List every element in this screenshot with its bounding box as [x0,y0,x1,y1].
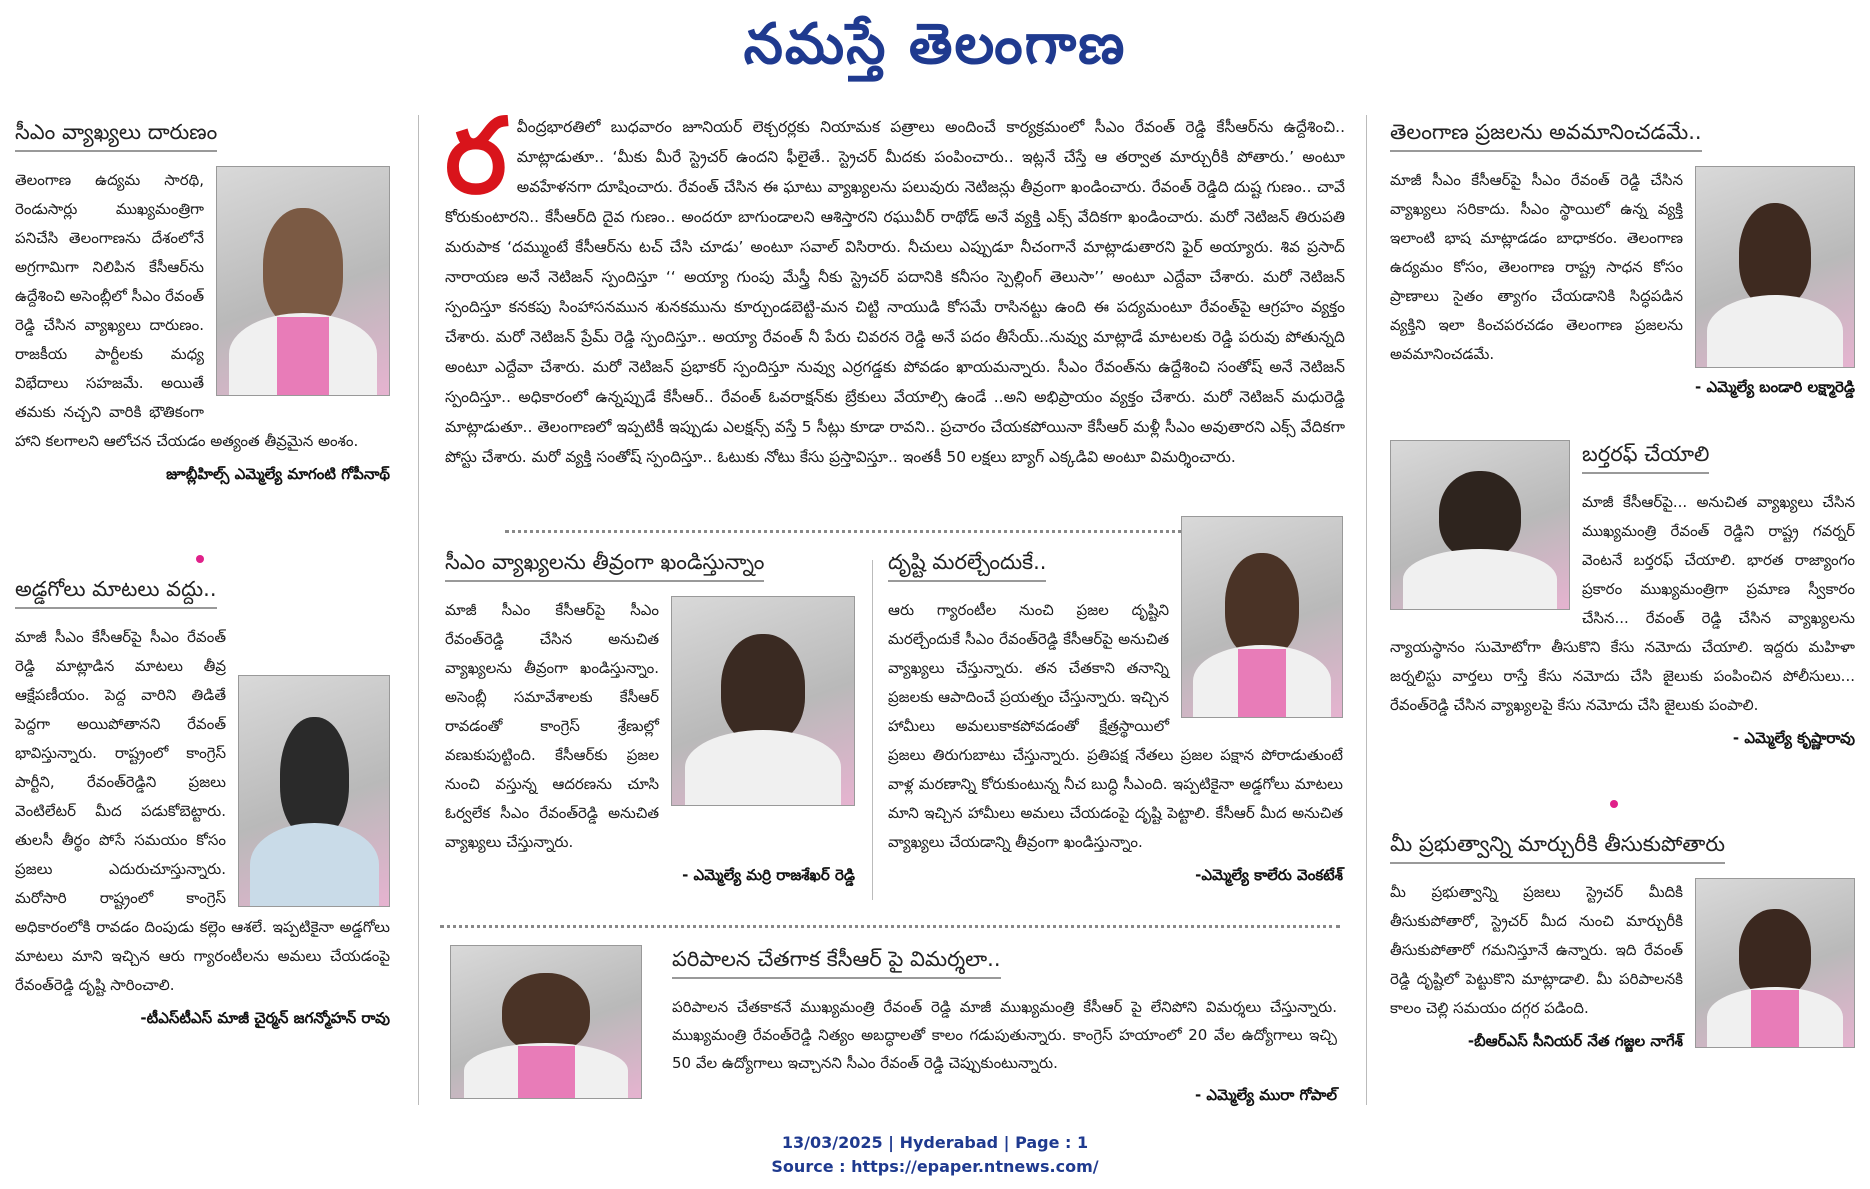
byline: - ఎమ్మెల్యే మురా గోపాల్ [1194,1086,1337,1104]
divider-dot-left [196,555,204,563]
masthead: నమస్తే తెలంగాణ [743,11,1127,77]
divider-mid [440,925,1340,928]
lead-story [445,94,1345,472]
footer-source: Source : https://epaper.ntnews.com/ [771,1157,1099,1176]
article-body: మాజీ సీఎం కేసీఆర్‌పై సీఎం రేవంత్‌రెడ్డి చేసిన అనుచిత వ్యాఖ్యలను తీవ్రంగా ఖండిస్తున్నాం. అసెంబ్లీ సమావేశాలకు కేసీఆర్ రావడంతో కాంగ్రెస్ శ్రేణుల్లో వణుకుపుట్టింది. కేసీఆర్‌కు ప్రజల నుంచి వస్తున్న ఆదరణను చూసి ఓర్వలేక సీఎం రేవంత్‌రెడ్డి అనుచిత వ్యాఖ్యలు చేస్తున్నారు. [445,601,659,851]
byline: - ఎమ్మెల్యే బండారి లక్ష్మారెడ్డి [1695,378,1855,396]
headline: పరిపాలన చేతగాక కేసీఆర్ పై విమర్శలా.. [672,945,1001,979]
headline: సీఎం వ్యాఖ్యలను తీవ్రంగా ఖండిస్తున్నాం [445,548,764,582]
photo-krishna-rao [1390,440,1570,610]
photo-bandari-lakshma-reddy [1695,166,1855,368]
footer-dateline: 13/03/2025 | Hyderabad | Page : 1 [781,1133,1089,1152]
article-dismiss-cm [1390,440,1855,750]
column-rule-middle [872,560,873,900]
article-criticism-on-kcr [672,945,1337,1107]
article-body: మాజీ సీఎం కేసీఆర్‌పై సీఎం రేవంత్ రెడ్డి మాట్లాడిన మాటలు తీవ్ర ఆక్షేపణీయం. పెద్ద వారిని తిడితే పెద్దగా అయిపోతానని రేవంత్ భావిస్తున్నారు. రాష్ట్రంలో కాంగ్రెస్ పార్టీని, రేవంత్‌రెడ్డిని ప్రజలు వెంటిలేటర్ మీద పడుకోబెట్టారు. తులసీ తీర్థం పోసే సమయం కోసం ప్రజలు ఎదురుచూస్తున్నారు. మరోసారి రాష్ట్రంలో కాంగ్రెస్ అధికారంలోకి రావడం దింపుడు కల్లెం ఆశలే. ఇప్పటికైనా అడ్డగోలు మాటలు మాని ఇచ్చిన ఆరు గ్యారంటీలను అమలు చేయడంపై రేవంత్‌రెడ్డి దృష్టి సారించాలి. [15,628,390,994]
article-body: తెలంగాణ ఉద్యమ సారథి, రెండుసార్లు ముఖ్యమంత్రిగా పనిచేసి తెలంగాణను దేశంలోనే అగ్రగామిగా నిలిపిన కేసీఆర్‌ను ఉద్దేశించి అసెంబ్లీలో సీఎం రేవంత్ రెడ్డి చేసిన వ్యాఖ్యలు దారుణం. రాజకీయ పార్టీలకు మధ్య విభేదాలు సహజమే. అయితే తమకు నచ్చని వారికి భౌతికంగా హాని కలగాలని ఆలోచన చేయడం అత్యంత తీవ్రమైన అంశం. [15,171,359,450]
photo-mura-gopal [450,945,642,1099]
article-government-to-mortuary [1390,830,1855,1054]
article-insulting-telangana [1390,118,1855,399]
article-strongly-condemn [445,548,855,887]
column-rule-right [1366,115,1367,1105]
byline: -టీఎస్‌టీఎస్ మాజీ చైర్మన్ జగన్మోహన్ రావు [140,1009,390,1027]
byline: - ఎమ్మెల్యే కృష్ణారావు [1732,729,1855,747]
article-body: పరిపాలన చేతకాకనే ముఖ్యమంత్రి రేవంత్ రెడ్డి మాజీ ముఖ్యమంత్రి కేసీఆర్ పై లేనిపోని విమర్శలు చేస్తున్నారు. ముఖ్యమంత్రి రేవంత్‌రెడ్డి నిత్యం అబద్ధాలతో కాలం గడుపుతున్నారు. కాంగ్రెస్ హయాంలో 20 వేల ఉద్యోగాలు ఇచ్చి 50 వేల ఉద్యోగాలు ఇచ్చానని సీఎం రేవంత్ రెడ్డి చెప్పుకుంటున్నారు. [672,998,1337,1072]
article-divert-attention [888,548,1343,887]
photo-kaleru-venkatesh [1181,516,1343,718]
divider-lead [505,530,1285,533]
article-cm-remarks-cruel [15,118,390,486]
byline: - ఎమ్మెల్యే మర్రి రాజశేఖర్ రెడ్డి [682,866,855,884]
divider-dot-right [1610,800,1618,808]
headline: దృష్టి మరల్చేందుకే.. [888,548,1046,582]
byline: జూబ్లీహిల్స్ ఎమ్మెల్యే మాగంటి గోపీనాథ్ [166,465,390,483]
headline: మీ ప్రభుత్వాన్ని మార్చురీకి తీసుకుపోతారు [1390,830,1725,864]
headline: బర్తరఫ్ చేయాలి [1582,440,1709,474]
lead-body: వీంద్రభారతిలో బుధవారం జూనియర్ లెక్చరర్లకు నియామక పత్రాలు అందించే కార్యక్రమంలో సీఎం రేవంత్ రెడ్డి కేసీఆర్‌ను ఉద్దేశించి.. మాట్లాడుతూ.. ‘మీకు మీరే స్ట్రెచర్ ఉందని ఫీలైతే.. స్ట్రెచర్ మీదకు పంపించారు.. ఇట్లనే చేస్తే ఆ తర్వాత మార్చురీకి పోతారు.’ అంటూ అవహేళనగా దూషించారు. రేవంత్ చేసిన ఈ ఘాటు వ్యాఖ్యలను పలువురు నెటిజన్లు తీవ్రంగా ఖండించారు. రేవంత్ రెడ్డిది దుష్ట గుణం.. చావే కోరుకుంటారని.. కేసీఆర్‌ది దైవ గుణం.. అందరూ బాగుండాలని ఆశిస్తారని రఘువీర్ రాథోడ్ అనే వ్యక్తి ఎక్స్ వేదికగా ఖండించారు. మరో నెటిజన్ తిరుపతి మరుపాక ‘దమ్ముంటే కేసీఆర్‌ను టచ్ చేసి చూడు’ అంటూ సవాల్ విసిరారు. నీచులు ఎప్పుడూ నీచంగానే మాట్లాడుతారని ఫైర్ అయ్యారు. శివ ప్రసాద్ నారాయణ అనే నెటిజన్ స్పందిస్తూ ‘‘ అయ్యా గుంపు మేస్త్రీ నీకు స్ట్రెచర్ పదానికి కనీసం స్పెల్లింగ్ తెలుసా’’ అంటూ ఎద్దేవా చేశారు. మరో నెటిజన్ స్పందిస్తూ కనకపు సింహాసనమున శునకమును కూర్చుండబెట్టి-మన చిట్టి నాయుడి కోసమే రాసినట్టు ఉంది ఈ పద్యమంటూ రేవంత్‌పై ఆగ్రహం వ్యక్తం చేశారు. మరో నెటిజన్ ప్రేమ్ రెడ్డి స్పందిస్తూ.. అయ్యా రేవంత్ నీ పేరు చివరన రెడ్డి అనే పదం తీసేయ్..నువ్వు మాట్లాడే మాటలకు రెడ్డి పరువు పోతున్నది అంటూ ఎద్దేవా చేశారు. మరో నెటిజన్ ప్రభాకర్ స్పందిస్తూ నువ్వు ఎర్రగడ్డకు పోవడం ఖాయమన్నారు. సీఎం రేవంత్‌ను ఉద్దేశించి సంతోష్ అనే నెటిజన్ స్పందిస్తూ.. అధికారంలో ఉన్నప్పుడే కేసీఆర్.. రేవంత్ ఓవరాక్షన్‌కు బ్రేకులు వేయాల్సి ఉండే ..అని అభిప్రాయం వ్యక్తం చేశారు. మరో నెటిజన్ మధురెడ్డి మాట్లాడుతూ.. తెలంగాణలో ఇప్పటికీ ఇప్పుడు ఎలక్షన్స్ వస్తే 5 సీట్లు కూడా రావని.. ప్రచారం చేయకపోయినా కేసీఆర్ మళ్లీ సీఎం అవుతారని ఎక్స్ వేదికగా పోస్టు చేశారు. మరో వ్యక్తి సంతోష్ స్పందిస్తూ.. ఓటుకు నోటు కేసు ప్రస్తావిస్తూ.. ఇంతకీ 50 లక్షలు బ్యాగ్ ఎక్కడివి అంటూ విమర్శించారు. [445,118,1345,466]
article-body: మాజీ కేసీఆర్‌పై... అనుచిత వ్యాఖ్యలు చేసిన ముఖ్యమంత్రి రేవంత్ రెడ్డిని రాష్ట్ర గవర్నర్ వెంటనే బర్తరఫ్ చేయాలి. భారత రాజ్యాంగం ప్రకారం ముఖ్యమంత్రిగా ప్రమాణ స్వీకారం చేసిన... రేవంత్ రెడ్డి చేసిన వ్యాఖ్యలను న్యాయస్థానం సుమోటోగా తీసుకొని కేసు నమోదు చేయాలి. ఇద్దరు మహిళా జర్నలిస్టు వార్తలు రాస్తే కేసు నమోదు చేసి జైలుకు పంపించిన పోలీసులు... రేవంత్‌రెడ్డి చేసిన వ్యాఖ్యలపై కేసు నమోదు చేసి జైలుకు పంపాలి. [1390,493,1855,714]
article-body: ఆరు గ్యారంటీల నుంచి ప్రజల దృష్టిని మరల్చేందుకే సీఎం రేవంత్‌రెడ్డి కేసీఆర్‌పై అనుచిత వ్యాఖ్యలు చేస్తున్నారు. తన చేతకాని తనాన్ని ప్రజలకు ఆపాదించే ప్రయత్నం చేస్తున్నారు. ఇచ్చిన హామీలు అమలుకాకపోవడంతో క్షేత్రస్థాయిలో ప్రజలు తిరుగుబాటు చేస్తున్నారు. ప్రతిపక్ష నేతలు ప్రజల పక్షాన పోరాడుతుంటే వాళ్ల మరణాన్ని కోరుకుంటున్న నీచ బుద్ధి సీఎంది. ఇప్పటికైనా అడ్డగోలు మాటలు మాని ఇచ్చిన హామీలు అమలు చేయడంపై దృష్టి పెట్టాలి. కేసీఆర్ మీద అనుచిత వ్యాఖ్యలు చేయడాన్ని తీవ్రంగా ఖండిస్తున్నాం. [888,601,1343,851]
article-body: మీ ప్రభుత్వాన్ని ప్రజలు స్ట్రెచర్ మీదికి తీసుకుపోతారో, స్ట్రెచర్ మీద నుంచి మార్చురీకి తీసుకుపోతారో గమనిస్తూనే ఉన్నారు. ఇది రేవంత్ రెడ్డి దృష్టిలో పెట్టుకొని మాట్లాడాలి. మీ పరిపాలనకి కాలం చెల్లి సమయం దగ్గర పడింది. [1390,883,1683,1017]
dropcap: ర [445,94,507,217]
photo-marri-rajashekar-reddy [671,596,855,806]
byline: -బీఆర్ఎస్ సీనియర్ నేత గజ్జల నాగేశ్ [1467,1032,1683,1050]
article-no-reckless-talk [15,575,390,1030]
column-rule-left [418,115,419,1105]
byline: -ఎమ్మెల్యే కాలేరు వెంకటేశ్ [1195,866,1343,884]
photo-jaganmohan-rao [238,675,390,907]
headline: తెలంగాణ ప్రజలను అవమానించడమే.. [1390,118,1702,152]
photo-gajjala-nagesh [1695,878,1855,1048]
headline: అడ్డగోలు మాటలు వద్దు.. [15,575,217,609]
photo-maganti-gopinath [216,166,390,396]
headline: సీఎం వ్యాఖ్యలు దారుణం [15,118,217,152]
article-body: మాజీ సీఎం కేసీఆర్‌పై సీఎం రేవంత్ రెడ్డి చేసిన వ్యాఖ్యలు సరికాదు. సీఎం స్థాయిలో ఉన్న వ్యక్తి ఇలాంటి భాష మాట్లాడడం బాధాకరం. తెలంగాణ ఉద్యమం కోసం, తెలంగాణ రాష్ట్ర సాధన కోసం ప్రాణాలు సైతం త్యాగం చేయడానికి సిద్ధపడిన వ్యక్తిని ఇలా కించపరచడం తెలంగాణ ప్రజలను అవమానించడమే. [1390,171,1683,363]
